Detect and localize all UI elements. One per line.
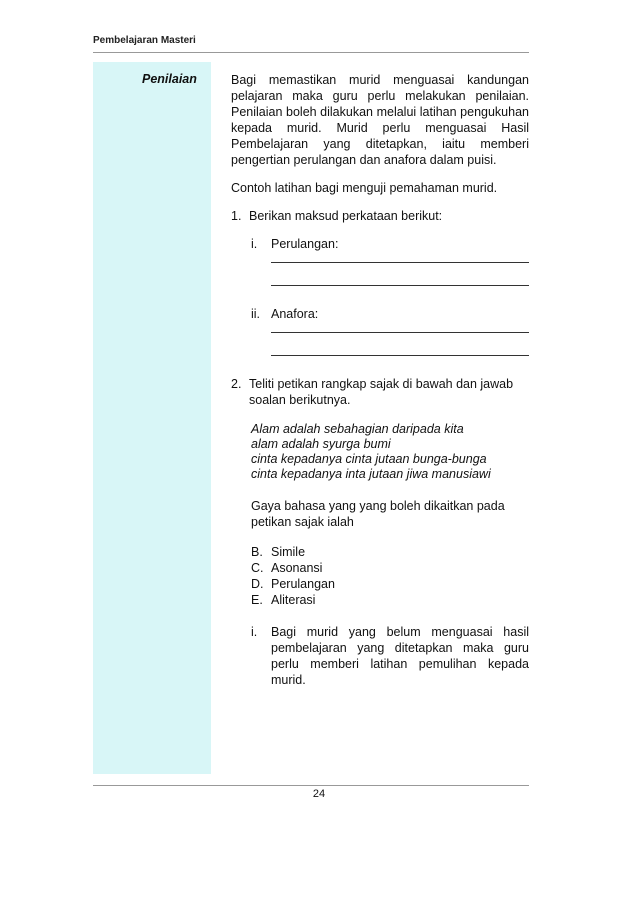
option-d[interactable] bbox=[251, 576, 529, 592]
option-c[interactable] bbox=[251, 560, 529, 576]
option-letter: C. bbox=[251, 561, 264, 575]
question-number: 2. bbox=[231, 377, 242, 391]
option-text: Aliterasi bbox=[271, 593, 316, 607]
subquestion-1-i bbox=[251, 236, 529, 286]
section-label: Penilaian bbox=[142, 72, 197, 86]
page-number: 24 bbox=[312, 788, 326, 800]
poem-line: cinta kepadanya inta jutaan jiwa manusiawi bbox=[251, 467, 491, 481]
option-e[interactable] bbox=[251, 592, 529, 608]
answer-line[interactable] bbox=[271, 333, 529, 356]
subquestion-label: Perulangan: bbox=[271, 237, 339, 251]
question-number: 1. bbox=[231, 209, 242, 223]
answer-line[interactable] bbox=[271, 322, 529, 333]
option-text: Simile bbox=[271, 545, 306, 559]
content-column bbox=[231, 72, 529, 688]
question-1 bbox=[231, 208, 529, 224]
running-header: Pembelajaran Masteri bbox=[93, 35, 196, 46]
option-letter: B. bbox=[251, 545, 263, 559]
answer-options bbox=[251, 544, 529, 608]
option-letter: D. bbox=[251, 577, 264, 591]
question-stem: Gaya bahasa yang yang boleh dikaitkan pada petikan sajak ialah bbox=[251, 499, 505, 529]
note-number: i. bbox=[251, 625, 258, 639]
option-letter: E. bbox=[251, 593, 263, 607]
example-heading: Contoh latihan bagi menguji pemahaman murid. bbox=[231, 181, 498, 195]
poem-line: alam adalah syurga bumi bbox=[251, 437, 391, 451]
subquestion-number: i. bbox=[251, 237, 258, 251]
subquestion-label: Anafora: bbox=[271, 307, 319, 321]
answer-line[interactable] bbox=[271, 252, 529, 263]
poem-excerpt bbox=[251, 422, 529, 482]
question-text: Teliti petikan rangkap sajak di bawah dan jawab soalan berikutnya. bbox=[249, 377, 514, 407]
option-text: Perulangan bbox=[271, 577, 335, 591]
header-divider bbox=[93, 52, 529, 53]
poem-line: cinta kepadanya cinta jutaan bunga-bunga bbox=[251, 452, 487, 466]
question-2 bbox=[231, 376, 529, 408]
footer-divider bbox=[93, 785, 529, 786]
remedial-note bbox=[251, 624, 529, 688]
question-text: Berikan maksud perkataan berikut: bbox=[249, 209, 443, 223]
intro-paragraph: Bagi memastikan murid menguasai kandungan pelajaran maka guru perlu melakukan penilaian. Penilaian boleh dilakukan melalui latihan pengukuhan kepada murid. Murid perlu menguasai Hasil Pembelajaran yang ditetapkan, iaitu memberi pengertian perulangan dan anafora dalam puisi. bbox=[231, 73, 529, 167]
poem-line: Alam adalah sebahagian daripada kita bbox=[251, 422, 464, 436]
side-panel bbox=[93, 62, 211, 774]
subquestion-number: ii. bbox=[251, 307, 261, 321]
note-text: Bagi murid yang belum menguasai hasil pembelajaran yang ditetapkan maka guru perlu memberi latihan pemulihan kepada murid. bbox=[271, 625, 529, 687]
answer-line[interactable] bbox=[271, 263, 529, 286]
option-b[interactable] bbox=[251, 544, 529, 560]
option-text: Asonansi bbox=[271, 561, 323, 575]
subquestion-1-ii bbox=[251, 306, 529, 356]
